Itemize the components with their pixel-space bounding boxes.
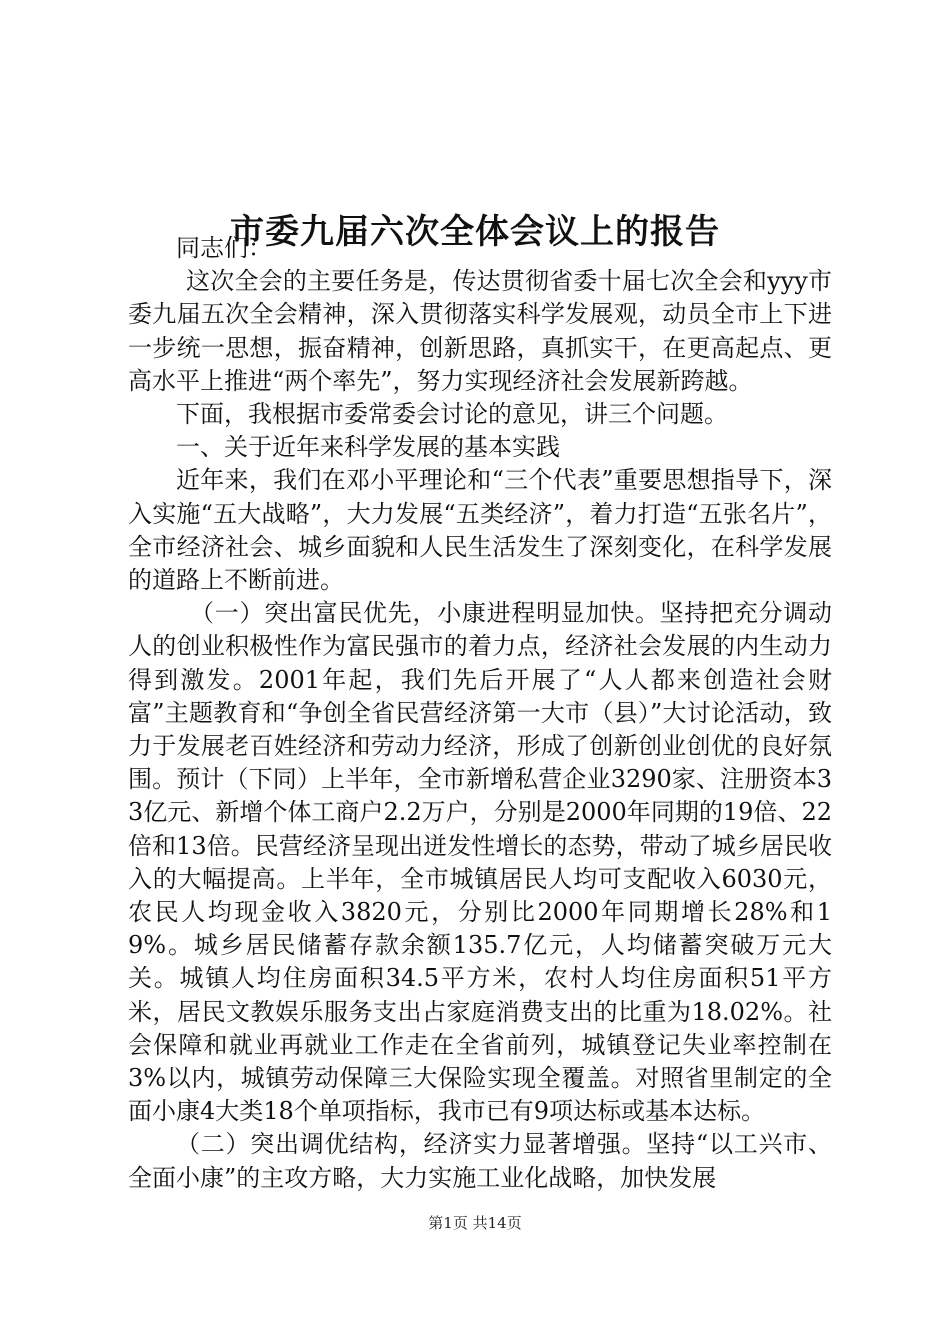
paragraph-4: （一）突出富民优先，小康进程明显加快。坚持把充分调动人的创业积极性作为富民强市的着力点，经济社会发展的内生动力得到激发。2001年起，我们先后开展了“人人都来创造社会财富”主题教育和“争创全省民营经济第一大市（县）”大讨论活动，致力于发展老百姓经济和劳动力经济，形成了创新创业创优的良好氛围。预计（下同）上半年，全市新增私营企业3290家、注册资本33亿元、新增个体工商户2.2万户，分别是2000年同期的19倍、22倍和13倍。民营经济呈现出迸发性增长的态势，带动了城乡居民收入的大幅提高。上半年，全市城镇居民人均可支配收入6030元，农民人均现金收入3820元，分别比2000年同期增长28%和19%。城乡居民储蓄存款余额135.7亿元，人均储蓄突破万元大关。城镇人均住房面积34.5平方米，农村人均住房面积51平方米，居民文教娱乐服务支出占家庭消费支出的比重为18.02%。社会保障和就业再就业工作走在全省前列，城镇登记失业率控制在3%以内，城镇劳动保障三大保险实现全覆盖。对照省里制定的全面小康4大类18个单项指标，我市已有9项达标或基本达标。 xyxy=(128,599,832,1126)
paragraph-1: 这次全会的主要任务是，传达贯彻省委十届七次全会和yyy市委九届五次全会精神，深入贯彻落实科学发展观，动员全市上下进一步统一思想，振奋精神，创新思路，真抓实干，在更高起点、更高水平上推进“两个率先”，努力实现经济社会发展新跨越。 xyxy=(128,267,832,395)
paragraph-5: （二）突出调优结构，经济实力显著增强。坚持“以工兴市、全面小康”的主攻方略，大力实施工业化战略，加快发展 xyxy=(128,1130,832,1192)
document-title: 市委九届六次全体会议上的报告 xyxy=(230,211,720,252)
paragraph-2: 下面，我根据市委常委会讨论的意见，讲三个问题。 xyxy=(176,400,728,429)
section-heading-1: 一、关于近年来科学发展的基本实践 xyxy=(176,433,560,462)
paragraph-3: 近年来，我们在邓小平理论和“三个代表”重要思想指导下，深入实施“五大战略”，大力发展“五类经济”，着力打造“五张名片”，全市经济社会、城乡面貌和人民生活发生了深刻变化，在科学发展的道路上不断前进。 xyxy=(128,466,832,595)
document-body xyxy=(128,232,832,1195)
page-footer: 第1页 共14页 xyxy=(428,1214,522,1232)
salutation: 同志们： xyxy=(176,234,272,262)
